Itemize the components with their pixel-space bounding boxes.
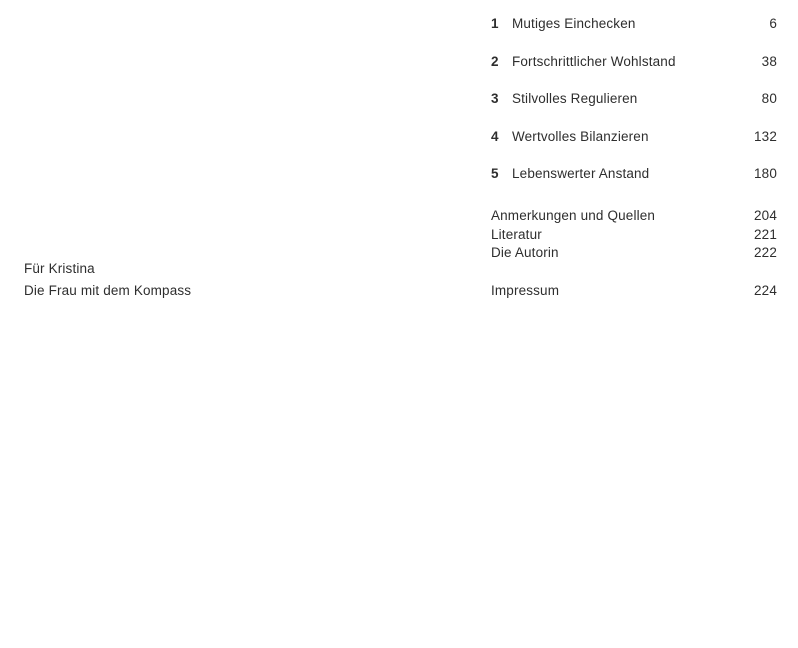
backmatter-title: Die Autorin (491, 245, 559, 261)
backmatter-page: 221 (754, 226, 777, 242)
toc-chapter-row (491, 15, 777, 33)
chapter-page: 132 (754, 128, 777, 144)
chapter-number: 5 (491, 166, 499, 181)
dedication (24, 258, 191, 301)
chapter-number: 4 (491, 128, 499, 144)
dedication-line-2: Die Frau mit dem Kompass (24, 282, 192, 298)
chapter-title: Mutiges Einchecken (512, 16, 636, 31)
table-of-contents (491, 15, 777, 301)
chapter-number: 1 (491, 16, 499, 31)
chapter-title: Wertvolles Bilanzieren (512, 128, 649, 144)
toc-backmatter-row (491, 226, 777, 245)
dedication-line-1: Für Kristina (24, 261, 95, 276)
chapter-page: 6 (769, 16, 777, 31)
chapter-title: Fortschrittlicher Wohlstand (512, 53, 676, 69)
toc-chapter-row (491, 128, 777, 146)
chapter-page: 38 (761, 53, 777, 69)
toc-backmatter (491, 207, 777, 301)
chapter-number: 2 (491, 53, 499, 69)
backmatter-spacer (491, 263, 777, 282)
impressum-title: Impressum (491, 283, 560, 299)
toc-chapter-row (491, 90, 777, 108)
chapter-page: 80 (761, 91, 777, 106)
toc-backmatter-row (491, 244, 777, 263)
toc-impressum-row (491, 282, 777, 301)
chapter-page: 180 (754, 166, 777, 181)
chapter-title: Lebenswerter Anstand (512, 166, 650, 181)
backmatter-page: 222 (754, 245, 777, 261)
backmatter-title: Anmerkungen und Quellen (491, 208, 656, 223)
chapter-number: 3 (491, 91, 499, 106)
backmatter-title: Literatur (491, 226, 542, 242)
impressum-page: 224 (754, 283, 777, 299)
toc-chapter-row (491, 53, 777, 71)
toc-chapter-row (491, 165, 777, 183)
backmatter-page: 204 (754, 208, 777, 223)
toc-backmatter-row (491, 207, 777, 226)
chapter-title: Stilvolles Regulieren (512, 91, 638, 106)
